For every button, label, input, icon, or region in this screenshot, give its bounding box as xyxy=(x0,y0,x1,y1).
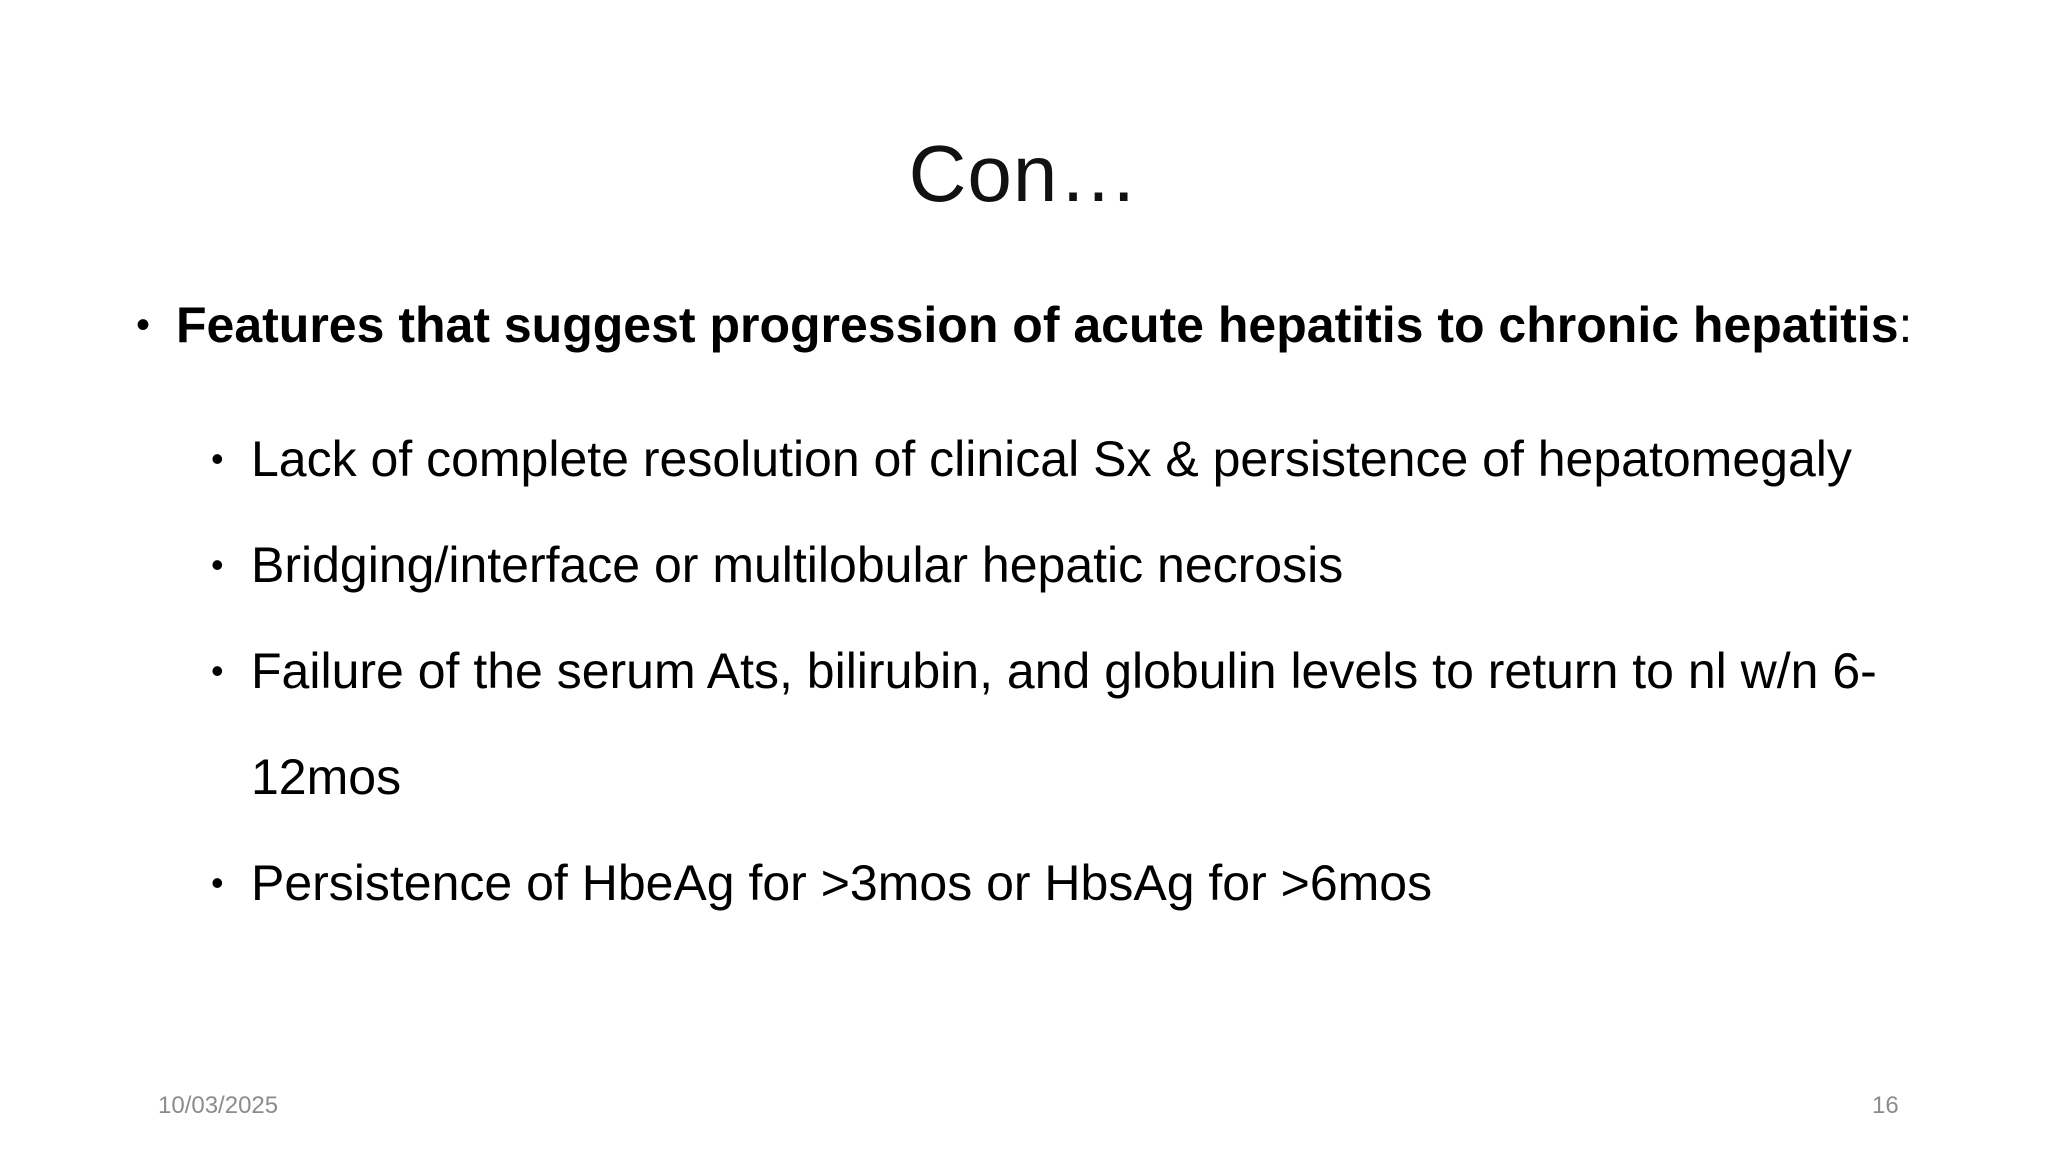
slide-number: 16 xyxy=(1872,1092,1899,1119)
sub-bullet-text: Persistence of HbeAg for >3mos or HbsAg for >6mos xyxy=(251,855,1433,911)
bullet-icon: • xyxy=(211,650,224,691)
main-bullet-suffix: : xyxy=(1898,297,1913,353)
main-bullet-text: Features that suggest progression of acute hepatitis to chronic hepatitis xyxy=(176,297,1899,353)
footer-date: 10/03/2025 xyxy=(158,1092,279,1119)
slide-content xyxy=(130,290,1990,936)
sub-bullet-list xyxy=(130,406,1990,936)
sub-bullet-item xyxy=(130,618,1990,830)
slide-title: Con… xyxy=(908,129,1140,218)
sub-bullet-text: Lack of complete resolution of clinical Sx & persistence of hepatomegaly xyxy=(251,431,1852,487)
bullet-icon: • xyxy=(211,862,224,903)
sub-bullet-text: Bridging/interface or multilobular hepatic necrosis xyxy=(251,537,1344,593)
sub-bullet-item xyxy=(130,512,1990,618)
sub-bullet-item xyxy=(130,406,1990,512)
sub-bullet-item xyxy=(130,830,1990,936)
bullet-icon: • xyxy=(211,544,224,585)
bullet-icon: • xyxy=(211,438,224,479)
bullet-icon: • xyxy=(136,303,151,347)
main-bullet-item xyxy=(130,290,1990,360)
sub-bullet-text: Failure of the serum Ats, bilirubin, and globulin levels to return to nl w/n 6-12mos xyxy=(251,643,1877,805)
